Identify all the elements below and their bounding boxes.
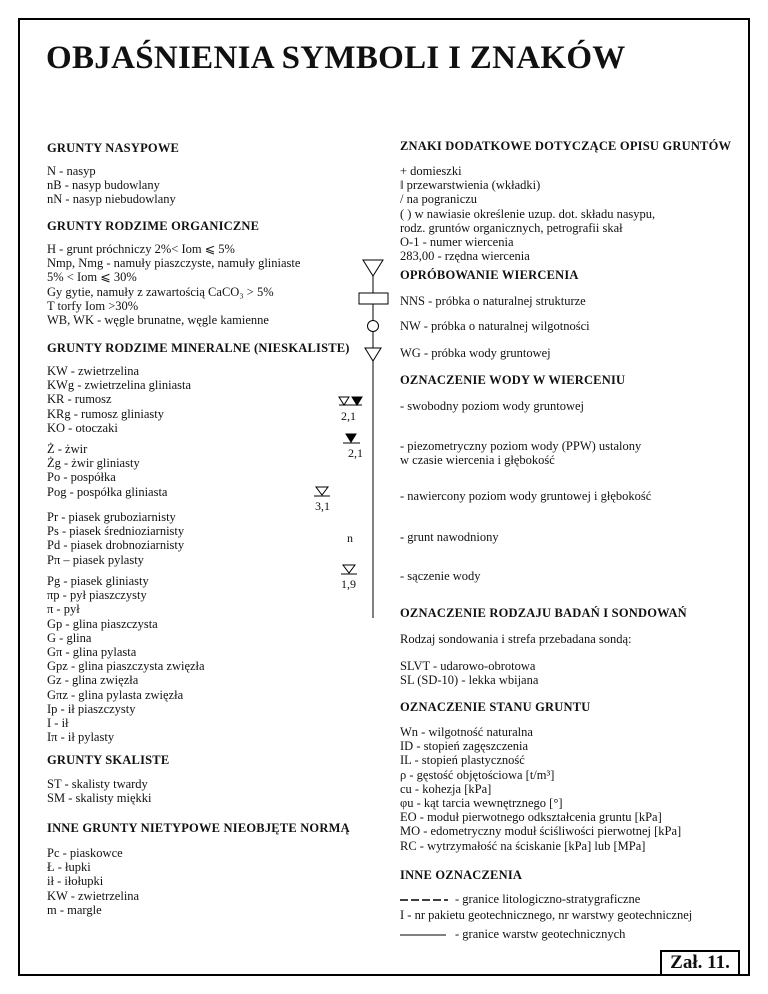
heading-woda: OZNACZENIE WODY W WIERCENIU <box>400 373 626 387</box>
list-item: Gπ - glina pylasta <box>47 645 137 660</box>
list-stan <box>400 725 681 853</box>
heading-grunty-skaliste: GRUNTY SKALISTE <box>47 753 170 767</box>
list-item: Gy gytie, namuły z zawartością CaCO₃ > 5% <box>47 284 274 299</box>
water-piezometric-label: - piezometryczny poziom wody (PPW) ustalony <box>400 439 642 453</box>
solid-boundary-label: - granice warstw geotechnicznych <box>455 927 626 941</box>
badania-intro: Rodzaj sondowania i strefa przebadana sondą: <box>400 632 632 646</box>
list-item: m - margle <box>47 902 102 917</box>
heading-stan-gruntu: OZNACZENIE STANU GRUNTU <box>400 700 591 714</box>
list-item: Żg - żwir gliniasty <box>47 456 140 471</box>
list-item: Ż - żwir <box>47 442 88 456</box>
list-item: Pog - pospółka gliniasta <box>47 484 168 499</box>
list-item: MO - edometryczny moduł ściśliwości pierwotnej [kPa] <box>400 824 682 839</box>
list-item: N - nasyp <box>47 164 96 178</box>
piezometric-level-icon <box>346 434 356 442</box>
saturated-mark: n <box>347 531 353 545</box>
list-item: φu - kąt tarcia wewnętrznego [°] <box>400 796 563 811</box>
water-level-filled-icon <box>352 397 362 405</box>
list-item: Ip - ił piaszczysty <box>47 701 136 716</box>
list-item: RC - wytrzymałość na ściskanie [kPa] lub [MPa] <box>400 838 646 853</box>
list-item: nN - nasyp niebudowlany <box>47 192 176 207</box>
list-item: ( ) w nawiasie określenie uzup. dot. składu nasypu, <box>400 206 656 221</box>
list-item: EO - moduł pierwotnego odkształcenia gruntu [kPa] <box>400 810 662 825</box>
water-drilled-label: - nawiercony poziom wody gruntowej i głębokość <box>400 489 652 503</box>
pakiet-label: I - nr pakietu geotechnicznego, nr warstwy geotechnicznej <box>400 908 693 922</box>
seepage-icon <box>343 565 355 573</box>
list-item: ‖ przewarstwienia (wkładki) <box>400 178 541 193</box>
list-item: KWg - zwietrzelina gliniasta <box>47 378 192 393</box>
triangle-icon <box>363 260 383 276</box>
list-item: Pg - piasek gliniasty <box>47 574 149 588</box>
list-item: Gpz - glina piaszczysta zwięzła <box>47 659 205 674</box>
list-item: Gz - glina zwięzła <box>47 673 139 688</box>
wg-sample-icon <box>365 348 381 361</box>
heading-inne-oznaczenia: INNE OZNACZENIA <box>400 868 523 882</box>
list-item: rodz. gruntów organicznych, petrografii skał <box>400 220 623 235</box>
list-item: KW - zwietrzelina <box>47 364 140 378</box>
heading-grunty-organiczne: GRUNTY RODZIME ORGANICZNE <box>47 219 260 233</box>
list-item: IL - stopień plastyczność <box>400 753 525 768</box>
list-item: / na pograniczu <box>400 192 478 207</box>
water-free-level-label: - swobodny poziom wody gruntowej <box>400 399 585 413</box>
depth-label: 2,1 <box>341 409 356 423</box>
list-item: G - glina <box>47 630 92 645</box>
list-item: cu - kohezja [kPa] <box>400 781 492 796</box>
list-item: Iπ - ił pylasty <box>47 730 115 745</box>
list-item: KW - zwietrzelina <box>47 888 140 903</box>
list-item: SLVT - udarowo-obrotowa <box>400 659 536 673</box>
list-item: Gp - glina piaszczysta <box>47 616 158 631</box>
list-item: Pc - piaskowce <box>47 846 123 860</box>
list-item: ił - iłołupki <box>47 874 104 889</box>
heading-oprobowanie: OPRÓBOWANIE WIERCENIA <box>400 268 579 282</box>
water-piezometric-label-2: w czasie wiercenia i głębokość <box>400 453 555 467</box>
page-title: OBJAŚNIENIA SYMBOLI I ZNAKÓW <box>46 40 626 76</box>
drilled-water-level-icon <box>316 487 328 495</box>
list-item: O-1 - numer wiercenia <box>400 235 514 250</box>
list-badania <box>400 659 538 687</box>
depth-label: 3,1 <box>315 499 330 513</box>
water-level-open-icon <box>339 397 349 405</box>
list-item: ρ - gęstość objętościowa [t/m³] <box>400 767 555 782</box>
list-znaki <box>400 164 655 263</box>
depth-label: 1,9 <box>341 577 356 591</box>
attachment-stamp: Zał. 11. <box>660 950 740 976</box>
list-item: ST - skalisty twardy <box>47 777 148 791</box>
list-item: I - ił <box>47 716 69 731</box>
list-item: KRg - rumosz gliniasty <box>47 406 165 421</box>
heading-grunty-nasypowe: GRUNTY NASYPOWE <box>47 141 180 155</box>
list-item: 283,00 - rzędna wiercenia <box>400 249 530 264</box>
list-item: WB, WK - węgle brunatne, węgle kamienne <box>47 313 269 328</box>
list-item: + domieszki <box>400 164 462 178</box>
list-item: H - grunt próchniczy 2%< Iom ⩽ 5% <box>47 242 235 256</box>
list-item: πp - pył piaszczysty <box>47 588 147 603</box>
heading-badania: OZNACZENIE RODZAJU BADAŃ I SONDOWAŃ <box>400 606 687 620</box>
heading-grunty-mineralne: GRUNTY RODZIME MINERALNE (NIESKALISTE) <box>47 341 350 355</box>
depth-label: 2,1 <box>348 446 363 460</box>
list-item: Pr - piasek gruboziarnisty <box>47 510 176 524</box>
list-item: π - pył <box>47 602 80 617</box>
list-item: Pd - piasek drobnoziarnisty <box>47 538 185 553</box>
list-item: Ps - piasek średnioziarnisty <box>47 524 185 539</box>
list-item: ID - stopień zagęszczenia <box>400 739 529 754</box>
sample-wg-label: WG - próbka wody gruntowej <box>400 346 551 360</box>
sample-nw-label: NW - próbka o naturalnej wilgotności <box>400 319 590 333</box>
nns-sample-icon <box>359 293 388 304</box>
nw-sample-icon <box>368 321 379 332</box>
list-item: Ł - łupki <box>47 860 91 875</box>
list-item: 5% < Iom ⩽ 30% <box>47 270 137 285</box>
sample-nns-label: NNS - próbka o naturalnej strukturze <box>400 294 586 308</box>
list-item: SM - skalisty miękki <box>47 791 152 806</box>
list-item: T torfy Iom >30% <box>47 298 139 313</box>
list-item: Nmp, Nmg - namuły piaszczyste, namuły gliniaste <box>47 256 301 271</box>
list-item: Wn - wilgotność naturalna <box>400 725 533 739</box>
list-item: KR - rumosz <box>47 392 112 407</box>
list-item: nB - nasyp budowlany <box>47 178 160 193</box>
heading-inne-grunty: INNE GRUNTY NIETYPOWE NIEOBJĘTE NORMĄ <box>47 821 350 835</box>
list-item: Po - pospółka <box>47 470 116 485</box>
heading-znaki-dodatkowe: ZNAKI DODATKOWE DOTYCZĄCE OPISU GRUNTÓW <box>400 139 732 153</box>
list-item: Pπ – piasek pylasty <box>47 552 144 567</box>
water-saturated-label: - grunt nawodniony <box>400 530 499 544</box>
dashed-boundary-label: - granice litologiczno-stratygraficzne <box>455 892 641 906</box>
list-item: SL (SD-10) - lekka wbijana <box>400 673 539 688</box>
water-seepage-label: - sączenie wody <box>400 569 481 583</box>
list-item: Gπz - glina pylasta zwięzła <box>47 687 184 702</box>
list-item: KO - otoczaki <box>47 420 118 435</box>
